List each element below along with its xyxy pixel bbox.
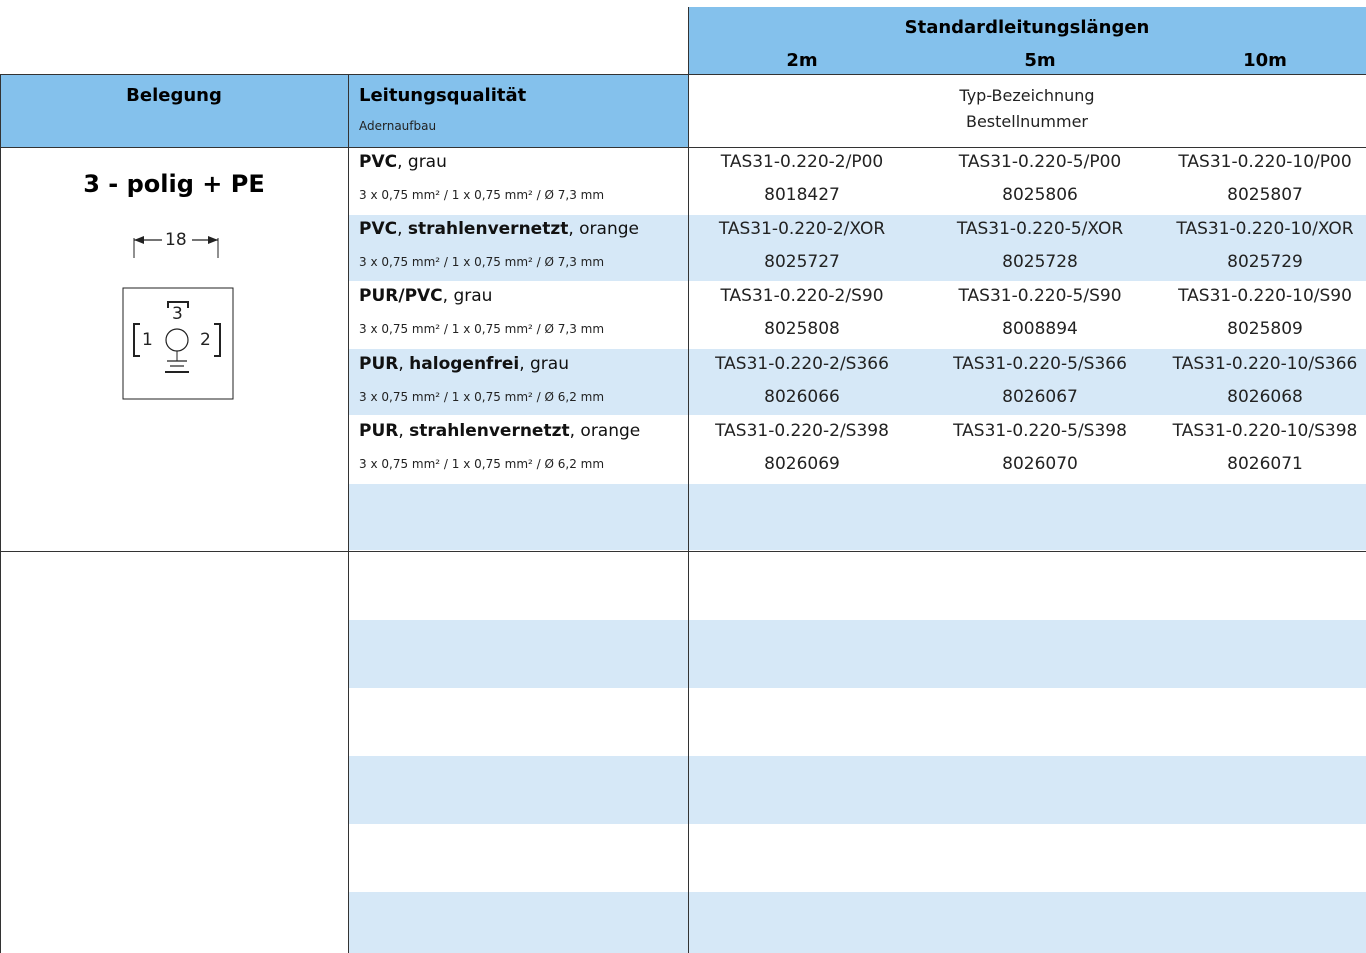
column-header-leitungsqualitaet: Leitungsqualität	[359, 85, 527, 106]
cable-quality-separator: ,	[398, 354, 410, 374]
column-header-typ-bezeichnung: Typ-Bezeichnung	[959, 86, 1095, 105]
order-number: 8025729	[1227, 252, 1303, 272]
connector-pin-diagram	[120, 228, 236, 402]
grid-line	[0, 147, 1366, 148]
cable-color: , orange	[568, 219, 639, 239]
column-header-belegung: Belegung	[126, 85, 222, 106]
column-subheader-adernaufbau: Adernaufbau	[359, 119, 437, 133]
length-10m: 10m	[1243, 50, 1287, 71]
column-header-bestellnummer: Bestellnummer	[965, 112, 1089, 131]
type-designation: TAS31-0.220-5/P00	[958, 152, 1122, 172]
order-number: 8025728	[1002, 252, 1078, 272]
type-designation: TAS31-0.220-5/S366	[953, 354, 1127, 374]
type-designation: TAS31-0.220-5/S90	[958, 286, 1122, 306]
length-2m: 2m	[786, 50, 818, 71]
cable-quality	[359, 354, 569, 374]
cable-material: PUR	[359, 421, 399, 441]
grid-line	[0, 74, 1366, 75]
type-designation: TAS31-0.220-2/S90	[720, 286, 884, 306]
order-number: 8026067	[1002, 387, 1078, 407]
cable-property: strahlenvernetzt	[409, 421, 570, 441]
type-designation: TAS31-0.220-5/XOR	[956, 219, 1124, 239]
type-designation: TAS31-0.220-2/S398	[715, 421, 889, 441]
cable-property: strahlenvernetzt	[407, 219, 569, 239]
order-number: 8026070	[1002, 454, 1078, 474]
dimension-label: 18	[165, 230, 187, 250]
order-number: 8025809	[1227, 319, 1303, 339]
grid-line	[348, 75, 349, 953]
section-title: 3 - polig + PE	[83, 170, 265, 198]
row-stripe	[349, 756, 1366, 824]
type-designation: TAS31-0.220-2/XOR	[718, 219, 886, 239]
order-number: 8026068	[1227, 387, 1303, 407]
length-5m: 5m	[1024, 50, 1056, 71]
row-stripe	[349, 484, 1366, 550]
cable-quality	[359, 219, 639, 239]
cable-spec: 3 x 0,75 mm² / 1 x 0,75 mm² / Ø 7,3 mm	[359, 255, 605, 269]
order-number: 8008894	[1002, 319, 1078, 339]
order-number: 8025807	[1227, 185, 1303, 205]
type-designation: TAS31-0.220-10/S90	[1178, 286, 1352, 306]
cable-color: , grau	[397, 152, 447, 172]
cable-spec: 3 x 0,75 mm² / 1 x 0,75 mm² / Ø 7,3 mm	[359, 188, 605, 202]
cable-quality-separator: ,	[397, 219, 408, 239]
cable-color: , orange	[569, 421, 641, 441]
cable-spec: 3 x 0,75 mm² / 1 x 0,75 mm² / Ø 7,3 mm	[359, 322, 605, 336]
grid-line	[0, 551, 1366, 552]
pin-label-1: 1	[142, 330, 153, 350]
type-designation: TAS31-0.220-10/S366	[1172, 354, 1358, 374]
type-designation: TAS31-0.220-2/P00	[720, 152, 884, 172]
type-designation: TAS31-0.220-10/P00	[1178, 152, 1352, 172]
cable-material: PVC	[359, 152, 398, 172]
cable-quality	[359, 286, 492, 306]
pin-label-3: 3	[172, 304, 183, 324]
grid-line	[0, 75, 1, 953]
order-number: 8026066	[764, 387, 840, 407]
grid-line	[688, 7, 689, 953]
order-number: 8025808	[764, 319, 840, 339]
cable-spec: 3 x 0,75 mm² / 1 x 0,75 mm² / Ø 6,2 mm	[359, 457, 605, 471]
order-number: 8026071	[1227, 454, 1303, 474]
cable-material: PUR/PVC	[359, 286, 443, 306]
cable-material: PVC	[359, 219, 398, 239]
order-number: 8026069	[764, 454, 840, 474]
pin-label-2: 2	[200, 330, 211, 350]
cable-color: , grau	[442, 286, 493, 306]
cable-quality	[359, 421, 640, 441]
cable-property: halogenfrei	[409, 354, 520, 374]
order-number: 8018427	[764, 185, 840, 205]
standard-lengths-title: Standardleitungslängen	[904, 17, 1150, 38]
order-number: 8025806	[1002, 185, 1078, 205]
type-designation: TAS31-0.220-10/S398	[1172, 421, 1358, 441]
type-designation: TAS31-0.220-2/S366	[715, 354, 889, 374]
cable-spec: 3 x 0,75 mm² / 1 x 0,75 mm² / Ø 6,2 mm	[359, 390, 605, 404]
cable-quality-separator: ,	[398, 421, 410, 441]
cable-color: , grau	[519, 354, 569, 374]
cable-quality	[359, 152, 447, 172]
type-designation: TAS31-0.220-5/S398	[953, 421, 1127, 441]
row-stripe	[349, 892, 1366, 953]
order-number: 8025727	[764, 252, 840, 272]
type-designation: TAS31-0.220-10/XOR	[1176, 219, 1354, 239]
row-stripe	[349, 620, 1366, 688]
cable-material: PUR	[359, 354, 399, 374]
